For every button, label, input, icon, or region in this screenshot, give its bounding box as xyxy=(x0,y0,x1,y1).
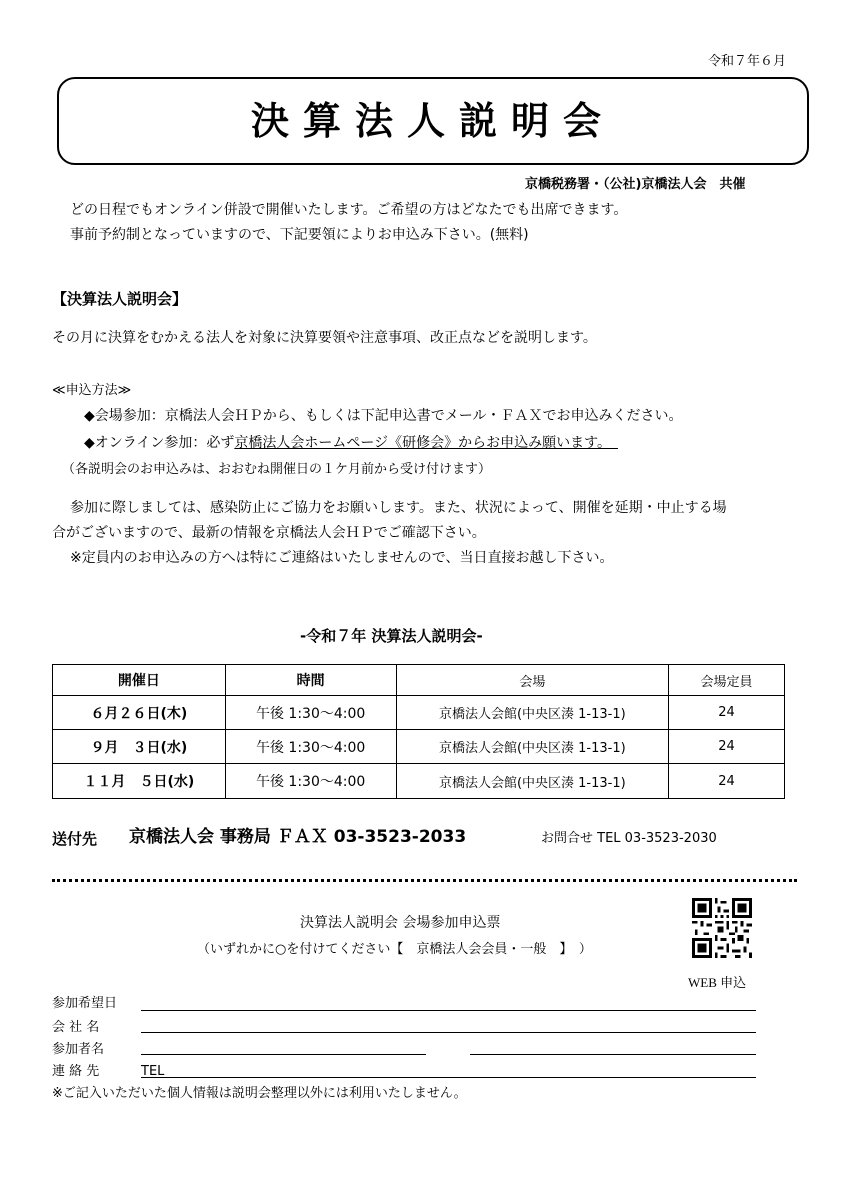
header-capacity: 会場定員 xyxy=(669,665,785,696)
schedule-title: -令和７年 決算法人説明会- xyxy=(300,627,483,645)
field-line-contact[interactable] xyxy=(141,1077,756,1078)
notice-line-1: 参加に際しましては、感染防止にご協力をお願いします。また、状況によって、開催を延期・中止する場 xyxy=(70,500,727,516)
send-label: 送付先 xyxy=(52,830,98,848)
row-capacity: 24 xyxy=(669,730,785,764)
header-date: 開催日 xyxy=(53,665,226,696)
row-date: ９月 ３日(水) xyxy=(53,730,226,764)
privacy-note: ※ご記入いただいた個人情報は説明会整理以外には利用いたしません。 xyxy=(52,1086,467,1101)
row-capacity: 24 xyxy=(669,696,785,730)
row-venue: 京橋法人会館(中央区湊 1-13-1) xyxy=(396,696,669,730)
web-apply-label[interactable]: WEB 申込 xyxy=(688,975,747,990)
schedule-table xyxy=(52,664,785,799)
apply-online xyxy=(84,434,618,452)
table-row xyxy=(53,730,785,764)
notice-line-3: ※定員内のお申込みの方へは特にご連絡はいたしませんので、当日直接お越し下さい。 xyxy=(70,550,614,566)
header-venue: 会場 xyxy=(396,665,669,696)
row-date: ６月２６日(木) xyxy=(53,696,226,730)
row-time: 午後 1:30～4:00 xyxy=(225,696,396,730)
sponsors: 京橋税務署・（公社)京橋法人会 共催 xyxy=(525,177,746,192)
title-box xyxy=(57,77,809,165)
field-line-participant-2[interactable] xyxy=(470,1054,756,1055)
cut-line xyxy=(52,879,797,882)
header-time: 時間 xyxy=(225,665,396,696)
notice-line-2: 合がございますので、最新の情報を京橋法人会ＨＰでご確認下さい。 xyxy=(52,525,486,541)
field-label-company: 会 社 名 xyxy=(52,1020,100,1035)
inquiry-tel: お問合せ TEL 03-3523-2030 xyxy=(541,831,717,846)
row-time: 午後 1:30～4:00 xyxy=(225,730,396,764)
form-title: 決算法人説明会 会場参加申込票 xyxy=(300,915,501,931)
table-row xyxy=(53,764,785,799)
field-line-date[interactable] xyxy=(141,1010,756,1011)
apply-note: （各説明会のお申込みは、おおむね開催日の１ケ月前から受け付けます） xyxy=(62,462,492,477)
row-capacity: 24 xyxy=(669,764,785,799)
row-date: １１月 ５日(水) xyxy=(53,764,226,799)
field-label-participant: 参加者名 xyxy=(52,1042,105,1057)
row-venue: 京橋法人会館(中央区湊 1-13-1) xyxy=(396,764,669,799)
issue-date: 令和７年６月 xyxy=(708,54,787,69)
intro-line-1: どの日程でもオンライン併設で開催いたします。ご希望の方はどなたでも出席できます。 xyxy=(70,202,628,218)
apply-online-prefix: ◆オンライン参加：必ず xyxy=(84,435,235,451)
apply-venue: ◆会場参加：京橋法人会ＨＰから、もしくは下記申込書でメール・ＦＡＸでお申込みください。 xyxy=(84,408,683,424)
section-heading: 【決算法人説明会】 xyxy=(52,290,188,308)
qr-code-icon[interactable] xyxy=(692,898,752,958)
section-description: その月に決算をむかえる法人を対象に決算要領や注意事項、改正点などを説明します。 xyxy=(52,330,597,346)
schedule-header-row xyxy=(53,665,785,696)
field-line-participant-1[interactable] xyxy=(141,1054,426,1055)
intro-line-2: 事前予約制となっていますので、下記要領によりお申込み下さい。(無料) xyxy=(70,227,529,243)
field-label-contact: 連 絡 先 xyxy=(52,1064,100,1079)
row-venue: 京橋法人会館(中央区湊 1-13-1) xyxy=(396,730,669,764)
row-time: 午後 1:30～4:00 xyxy=(225,764,396,799)
page-title: 決算法人説明会 xyxy=(250,99,615,143)
apply-heading: ≪申込方法≫ xyxy=(52,383,132,398)
form-choose: （いずれかに○を付けてください【 京橋法人会会員・一般 】 ） xyxy=(197,942,592,957)
field-tel-prefix: TEL xyxy=(141,1064,165,1079)
apply-online-link[interactable]: 京橋法人会ホームページ《研修会》からお申込み願います。 xyxy=(234,435,604,451)
table-row xyxy=(53,696,785,730)
field-line-company[interactable] xyxy=(141,1032,756,1033)
field-label-date: 参加希望日 xyxy=(52,996,118,1011)
send-to-fax: 京橋法人会 事務局 ＦＡＸ 03-3523-2033 xyxy=(129,827,467,847)
